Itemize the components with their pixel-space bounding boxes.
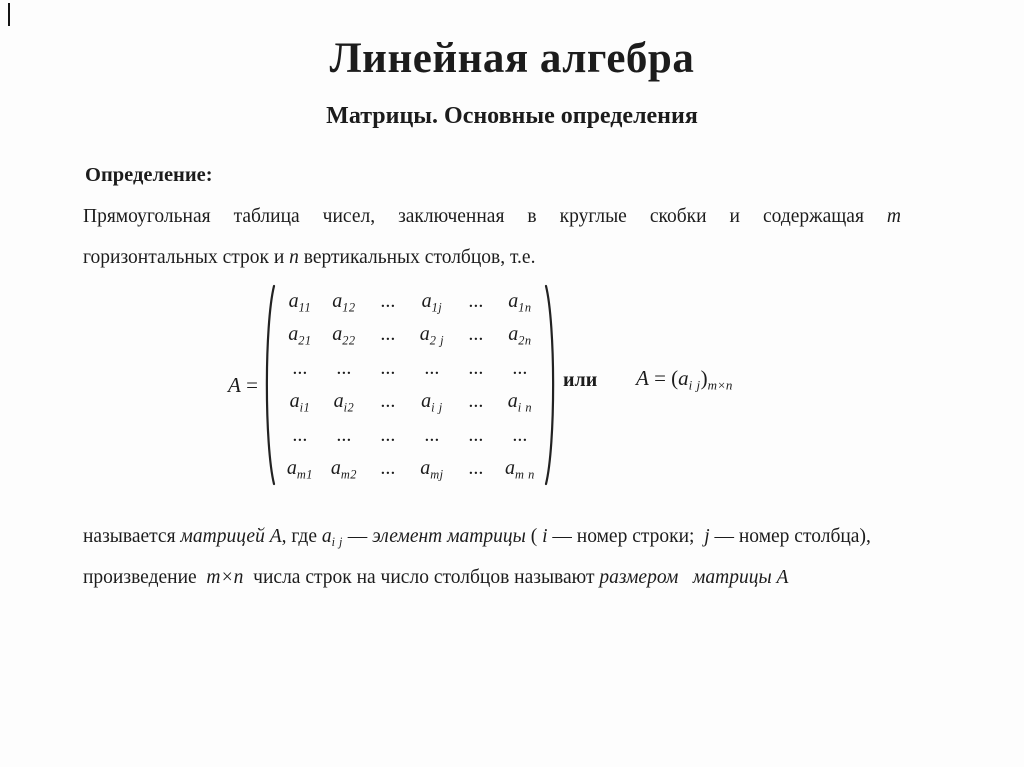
definition-paragraph [83, 196, 901, 278]
footer-line-1 [83, 516, 985, 557]
text-segment: a [321, 526, 332, 547]
matrix-cell: ... [292, 356, 308, 379]
matrix-cell: $a_{1n}$ [508, 289, 532, 315]
compact-equals-sign: = [654, 366, 666, 390]
matrix-cell: ... [380, 289, 396, 312]
compact-outer-sub: m×n [707, 377, 733, 393]
corner-mark [8, 3, 10, 26]
matrix-cell: ... [380, 323, 396, 346]
text-segment: , где [281, 526, 322, 547]
matrix-cell: $a_{i n}$ [507, 390, 533, 415]
or-label: или [563, 369, 598, 391]
matrix-lhs-symbol: A [228, 372, 241, 397]
matrix-cell: $a_{11}$ [288, 289, 312, 315]
matrix-cell: ... [424, 423, 440, 446]
matrix-cell: $a_{i j}$ [421, 390, 443, 415]
matrix-left-paren [261, 283, 276, 487]
text-segment: размером [599, 567, 679, 588]
matrix-cell: ... [380, 457, 396, 480]
compact-lhs-symbol: A [636, 366, 649, 390]
compact-close-paren: ) [700, 366, 708, 390]
matrix-cell: ... [468, 457, 484, 480]
matrix-grid [276, 285, 544, 486]
text-segment: m×n [206, 567, 244, 588]
matrix-cell: ... [380, 356, 396, 379]
text-segment: i [542, 526, 548, 547]
definition-line-1 [83, 196, 901, 237]
definition-line-2 [83, 237, 901, 278]
text-segment: ( [525, 526, 543, 547]
text-segment: — номер строки; [547, 526, 705, 547]
text-segment: матрицы A [692, 567, 789, 588]
matrix-cell: ... [468, 323, 484, 346]
matrix-cell: $a_{2n}$ [508, 323, 532, 348]
matrix-cell: $a_{i2}$ [333, 390, 355, 415]
equals-sign: = [246, 372, 258, 397]
matrix-cell: ... [380, 390, 396, 413]
matrix-cell: $a_{12}$ [332, 289, 356, 315]
definition-line-1-text: Прямоугольная таблица чисел, заключенная в круглые скобки и содержащая [83, 206, 864, 227]
matrix-right-paren [544, 283, 559, 487]
page-title: Линейная алгебра [329, 35, 695, 82]
text-segment: произведение [83, 567, 207, 588]
text-segment: матрицей A [180, 526, 282, 547]
definition-label: Определение: [85, 164, 213, 186]
matrix-cell: ... [292, 423, 308, 446]
matrix-cell: ... [512, 356, 528, 379]
definition-line-2-pre: горизонтальных строк и [83, 247, 285, 268]
var-m: m [886, 206, 902, 227]
matrix-cell: $a_{m1}$ [286, 457, 313, 482]
text-segment: — номер столбца), [709, 526, 871, 547]
matrix-cell: $a_{21}$ [288, 323, 312, 348]
matrix-lhs [228, 373, 258, 398]
var-n: n [289, 247, 299, 268]
compact-base: a [678, 366, 689, 390]
matrix-cell: $a_{m n}$ [505, 457, 535, 482]
matrix-equation [228, 282, 559, 488]
text-segment: j [704, 526, 710, 547]
matrix-cell: $a_{2 j}$ [419, 323, 445, 348]
matrix-cell: ... [468, 390, 484, 413]
matrix-cell: ... [336, 423, 352, 446]
text-segment: называется [83, 526, 181, 547]
text-segment: i j [331, 535, 343, 550]
matrix-cell: ... [380, 423, 396, 446]
matrix-cell: $a_{i1}$ [289, 390, 311, 415]
matrix-cell: ... [512, 423, 528, 446]
matrix-cell: ... [468, 423, 484, 446]
matrix-cell: $a_{1j}$ [421, 289, 443, 315]
compact-sub: i j [688, 377, 701, 393]
matrix-cell: ... [468, 356, 484, 379]
matrix-cell: ... [468, 289, 484, 312]
matrix-cell: ... [424, 356, 440, 379]
text-segment: элемент матрицы [372, 526, 526, 547]
page-subtitle: Матрицы. Основные определения [326, 103, 698, 129]
matrix-cell: ... [336, 356, 352, 379]
matrix-cell: $a_{m2}$ [330, 457, 357, 482]
matrix-cell: $a_{mj}$ [420, 457, 444, 482]
compact-formula [636, 366, 732, 391]
text-segment [678, 567, 693, 588]
footer-line-2 [83, 557, 985, 598]
text-segment: числа строк на число столбцов называют [243, 567, 600, 588]
matrix-cell: $a_{22}$ [332, 323, 356, 348]
compact-open-paren: ( [671, 366, 679, 390]
definition-line-2-post: вертикальных столбцов, т.е. [303, 247, 536, 268]
footer-paragraph [83, 516, 985, 598]
text-segment: — [342, 526, 373, 547]
